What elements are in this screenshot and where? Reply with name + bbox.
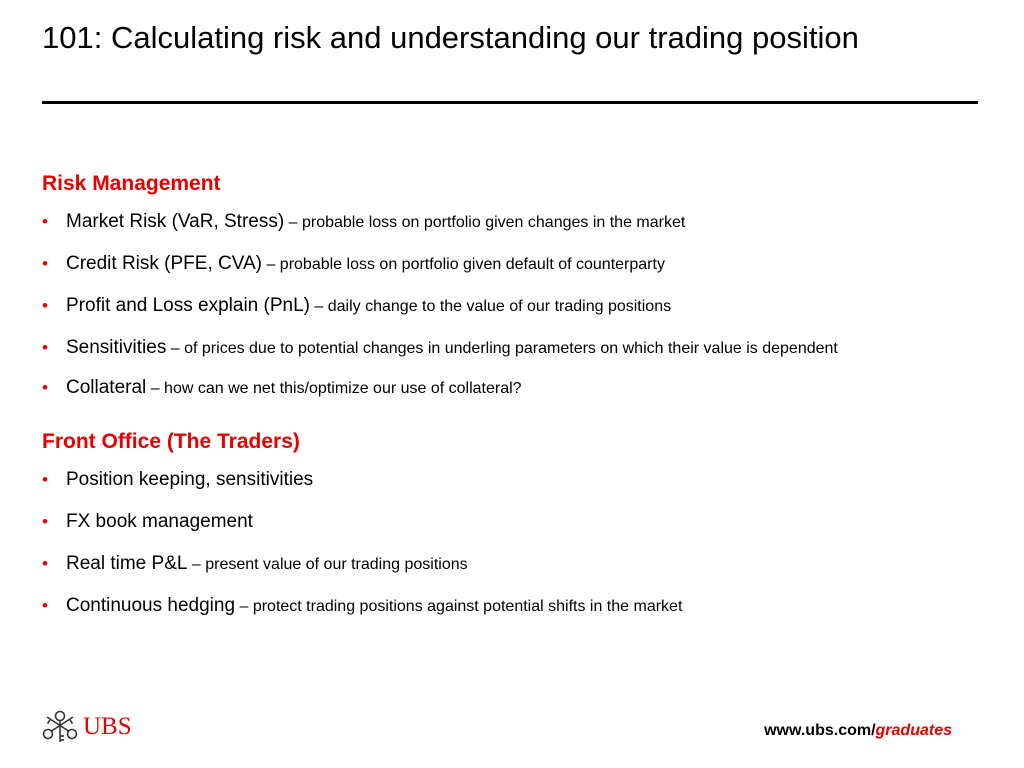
- list-item: [42, 336, 972, 361]
- list-item: [42, 468, 972, 493]
- section-risk-management: [42, 170, 972, 401]
- title-divider: [42, 101, 978, 104]
- list-item: [42, 510, 972, 535]
- item-term: FX book management: [66, 511, 253, 532]
- section-front-office: [42, 428, 972, 619]
- bullet-icon: •: [42, 470, 48, 489]
- footer-url-link[interactable]: [764, 722, 952, 740]
- item-description: – daily change to the value of our trading positions: [309, 298, 672, 315]
- item-description: – probable loss on portfolio given changes in the market: [284, 214, 686, 231]
- bullet-icon: •: [42, 254, 48, 273]
- ubs-logo: [40, 707, 132, 747]
- item-description: – present value of our trading positions: [187, 556, 468, 573]
- bullet-icon: •: [42, 212, 48, 231]
- slide-title: 101: Calculating risk and understanding our trading position: [42, 20, 859, 55]
- bullet-icon: •: [42, 296, 48, 315]
- item-description: – how can we net this/optimize our use of collateral?: [146, 380, 522, 397]
- item-term: Position keeping, sensitivities: [66, 469, 314, 490]
- item-term: Credit Risk (PFE, CVA): [66, 253, 263, 274]
- item-description: – of prices due to potential changes in underling parameters on which their value is dependent: [166, 340, 838, 357]
- list-item: [42, 376, 972, 401]
- url-prefix: www.ubs.com/: [764, 722, 876, 739]
- list-item: [42, 294, 972, 319]
- item-description: – probable loss on portfolio given default of counterparty: [262, 256, 665, 273]
- bullet-icon: •: [42, 378, 48, 397]
- item-term: Sensitivities: [66, 337, 167, 358]
- list-item: [42, 552, 972, 577]
- item-term: Collateral: [66, 377, 147, 398]
- bullet-icon: •: [42, 554, 48, 573]
- item-term: Continuous hedging: [66, 595, 236, 616]
- three-keys-icon: [40, 709, 80, 745]
- item-term: Market Risk (VaR, Stress): [66, 211, 285, 232]
- url-accent: graduates: [875, 722, 952, 739]
- item-term: Real time P&L: [66, 553, 188, 574]
- item-term: Profit and Loss explain (PnL): [66, 295, 310, 316]
- bullet-list: [42, 210, 972, 401]
- bullet-list: [42, 468, 972, 619]
- logo-wordmark: UBS: [83, 713, 132, 740]
- section-heading: Risk Management: [42, 172, 221, 195]
- list-item: [42, 252, 972, 277]
- list-item: [42, 210, 972, 235]
- bullet-icon: •: [42, 338, 48, 357]
- list-item: [42, 594, 972, 619]
- bullet-icon: •: [42, 596, 48, 615]
- bullet-icon: •: [42, 512, 48, 531]
- slide-body: [42, 170, 972, 636]
- section-heading: Front Office (The Traders): [42, 430, 300, 453]
- item-description: – protect trading positions against potential shifts in the market: [235, 598, 683, 615]
